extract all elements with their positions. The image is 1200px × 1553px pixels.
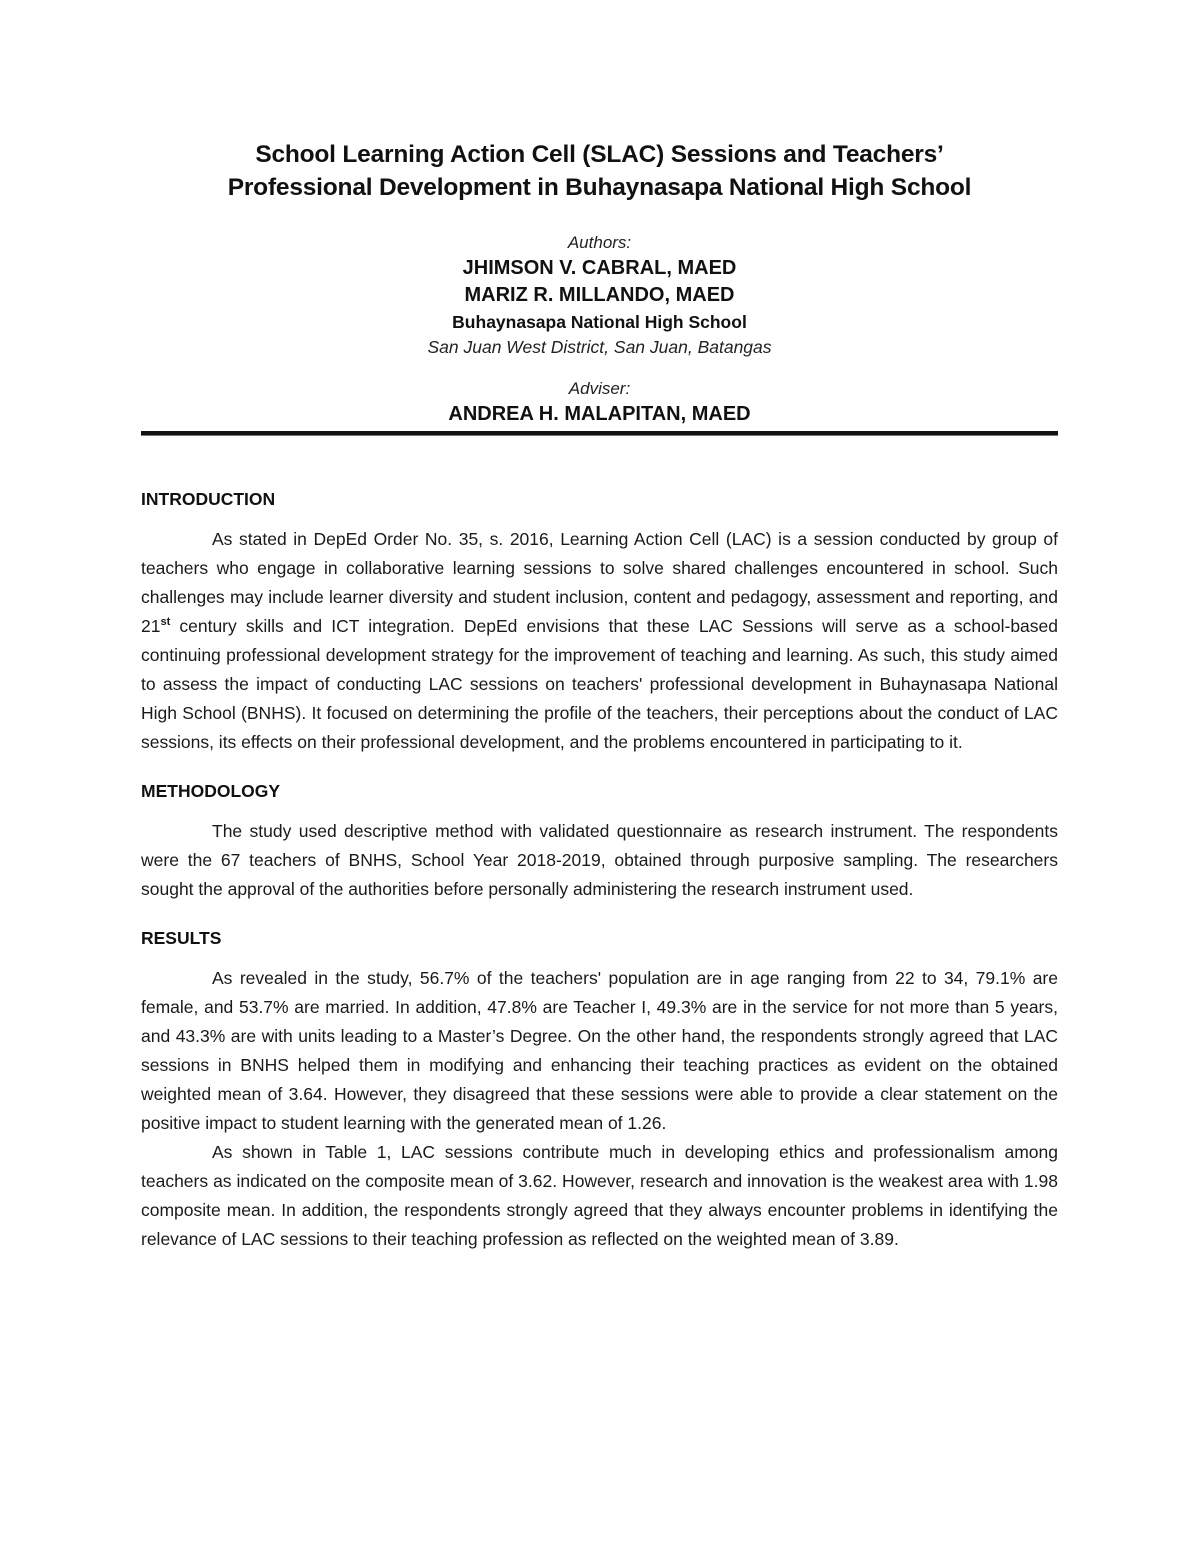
section-methodology — [141, 777, 1058, 904]
author-school: Buhaynasapa National High School — [452, 312, 747, 332]
author-name-1: JHIMSON V. CABRAL, MAED — [462, 257, 737, 279]
section-results — [141, 924, 1058, 1254]
title-line-2: Professional Development in Buhaynasapa National High School — [227, 174, 972, 201]
results-paragraph-2: As shown in Table 1, LAC sessions contribute much in developing ethics and professionalism among teachers as indicated on the composite mean of 3.62. However, research and innovation is the weakest area with 1.98 composite mean. In addition, the respondents strongly agreed that they always encounter problems in identifying the relevance of LAC sessions to their teaching profession as reflected on the weighted mean of 3.89. — [141, 1142, 1058, 1249]
header-divider — [141, 431, 1058, 436]
section-heading-results: RESULTS — [141, 928, 222, 948]
section-introduction — [141, 485, 1058, 757]
author-name-2: MARIZ R. MILLANDO, MAED — [464, 284, 735, 306]
authors-label: Authors: — [567, 233, 632, 252]
title-line-1: School Learning Action Cell (SLAC) Sessions and Teachers’ — [255, 141, 944, 168]
results-paragraph-1: As revealed in the study, 56.7% of the teachers' population are in age ranging from 22 to 34, 79.1% are female, and 53.7% are married. In addition, 47.8% are Teacher I, 49.3% are in the service for not more than 5 years, and 43.3% are with units leading to a Master’s Degree. On the other hand, the respondents strongly agreed that LAC sessions in BNHS helped them in modifying and enhancing their teaching practices as evident on the obtained weighted mean of 3.64. However, they disagreed that these sessions were able to provide a clear statement on the positive impact to student learning with the generated mean of 1.26. — [141, 968, 1058, 1133]
section-heading-introduction: INTRODUCTION — [141, 489, 276, 509]
introduction-paragraph: As stated in DepEd Order No. 35, s. 2016, Learning Action Cell (LAC) is a session conducted by group of teachers who engage in collaborative learning sessions to solve shared challenges encountered in school. Such challenges may include learner diversity and student inclusion, content and pedagogy, assessment and reporting, and 21st century skills and ICT integration. DepEd envisions that these LAC Sessions will serve as a school-based continuing professional development strategy for the improvement of teaching and learning. As such, this study aimed to assess the impact of conducting LAC sessions on teachers' professional development in Buhaynasapa National High School (BNHS). It focused on determining the profile of the teachers, their perceptions about the conduct of LAC sessions, its effects on their professional development, and the problems encountered in participating to it. — [141, 529, 1058, 752]
author-district: San Juan West District, San Juan, Batangas — [427, 337, 772, 357]
adviser-name: ANDREA H. MALAPITAN, MAED — [448, 403, 751, 425]
section-heading-methodology: METHODOLOGY — [141, 781, 281, 801]
adviser-label: Adviser: — [568, 379, 631, 398]
paper-title — [141, 138, 1058, 204]
methodology-paragraph: The study used descriptive method with validated questionnaire as research instrument. The respondents were the 67 teachers of BNHS, School Year 2018-2019, obtained through purposive sampling. The researchers sought the approval of the authorities before personally administering the research instrument used. — [141, 821, 1058, 899]
paper-page — [141, 138, 1058, 1254]
author-block — [141, 231, 1058, 428]
